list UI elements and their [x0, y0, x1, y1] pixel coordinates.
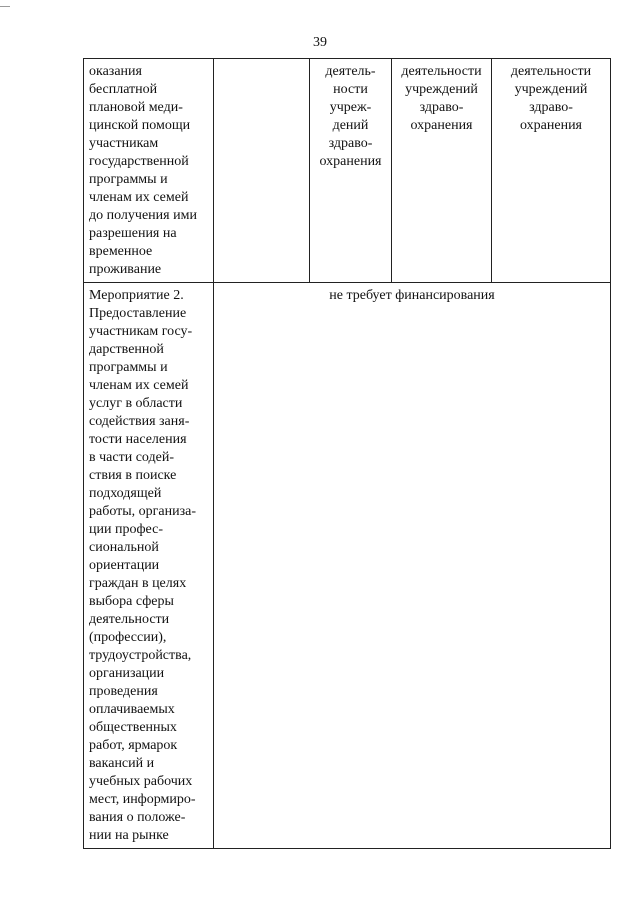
- table-row: [84, 283, 611, 849]
- program-table: [83, 58, 611, 849]
- scan-corner-mark: [0, 0, 10, 7]
- table-cell-source: деятель- ности учреж- дений здраво- охранения: [310, 59, 392, 283]
- table-cell-activity-title: Мероприятие 2. Предоставление участникам госу- дарственной программы и членам их семей услуг в области содействия заня- тости населения в части содей- ствия в поиске подходящей работы, организа- ции профес- сиональной ориентации граждан в целях выбора сферы деятельности (профессии), трудоустройства, организации проведения оплачиваемых общественных работ, ярмарок вакансий и учебных рабочих мест, информиро- вания о положе- нии на рынке: [84, 283, 214, 849]
- table-cell-funding-note: не требует финансирования: [214, 283, 611, 849]
- table-cell-empty: [214, 59, 310, 283]
- table-cell-source: деятельности учреждений здраво- охранения: [392, 59, 492, 283]
- table-cell-source: деятельности учреждений здраво- охранения: [492, 59, 611, 283]
- table-cell-activity-description: оказания бесплатной плановой меди- цинской помощи участникам государственной программы и членам их семей до получения ими разрешения на временное проживание: [84, 59, 214, 283]
- table-row: [84, 59, 611, 283]
- page-number: 39: [313, 35, 327, 50]
